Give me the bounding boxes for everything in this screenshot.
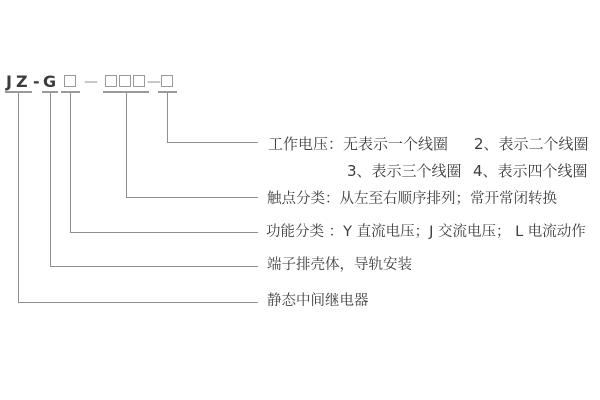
label-function-class: 功能分类 ：Y 直流电压；J 交流电压； L 电流动作 bbox=[266, 224, 586, 240]
connector-vertical-housing bbox=[50, 93, 51, 267]
connector-horizontal-contact bbox=[126, 197, 258, 198]
connector-vertical-contact bbox=[126, 93, 127, 198]
connector-vertical-relay bbox=[18, 93, 19, 303]
placeholder-box-contact-1 bbox=[105, 75, 117, 87]
label-working-voltage-line1-left: 工作电压：无表示一个线圈 bbox=[268, 135, 449, 153]
label-housing: 端子排壳体，导轨安装 bbox=[267, 257, 412, 273]
placeholder-box-contact-3 bbox=[133, 75, 145, 87]
model-hyphen: - bbox=[33, 72, 40, 91]
model-dash: — bbox=[84, 74, 98, 90]
label-working-voltage-line1-right: 2、表示二个线圈 bbox=[474, 135, 589, 153]
label-working-voltage-line2-left: 3、表示三个线圈 bbox=[347, 162, 462, 180]
model-dash: — bbox=[147, 74, 161, 90]
label-working-voltage-line2-right: 4、表示四个线圈 bbox=[473, 162, 588, 180]
placeholder-box-voltage bbox=[161, 75, 173, 87]
connector-horizontal-relay bbox=[18, 302, 258, 303]
label-contact-class: 触点分类：从左至右顺序排列；常开常闭转换 bbox=[267, 191, 557, 207]
connector-vertical-function bbox=[70, 93, 71, 233]
connector-vertical-voltage bbox=[167, 93, 168, 143]
connector-horizontal-function bbox=[70, 232, 258, 233]
model-series-text: JZ bbox=[6, 72, 32, 91]
label-relay-type: 静态中间继电器 bbox=[267, 293, 369, 309]
model-mount-letter: G bbox=[43, 72, 57, 91]
placeholder-box-function bbox=[64, 75, 76, 87]
placeholder-box-contact-2 bbox=[119, 75, 131, 87]
connector-horizontal-voltage bbox=[167, 142, 258, 143]
connector-horizontal-housing bbox=[50, 266, 258, 267]
